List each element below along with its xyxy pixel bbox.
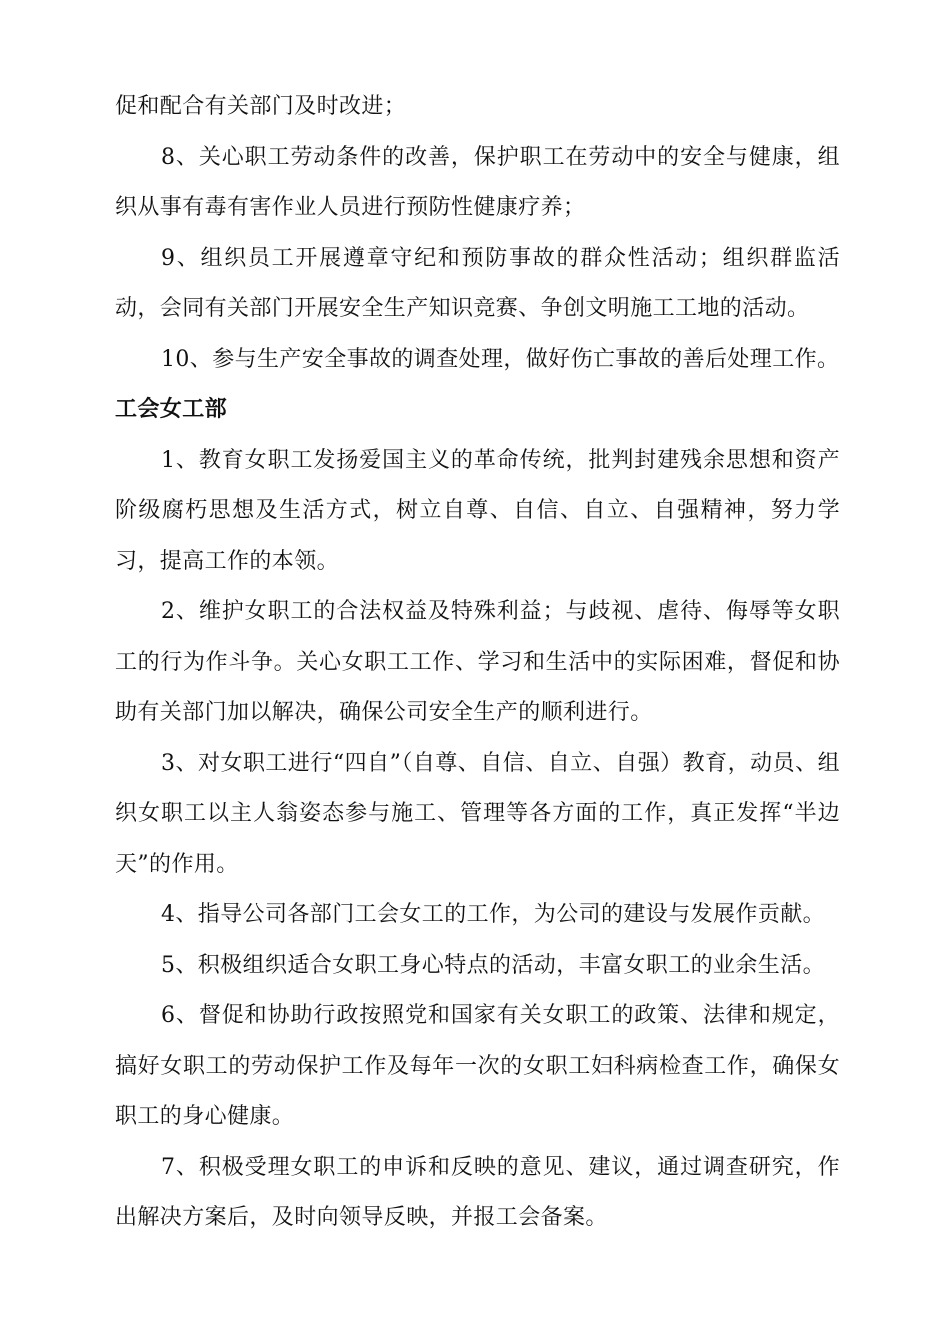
paragraph-continuation: 促和配合有关部门及时改进； (115, 94, 407, 119)
section-item-3: 3、对女职工进行“四自”（自尊、自信、自立、自强）教育，动员、组织女职工以主人翁姿态参与施工、管理等各方面的工作，真正发挥“半边天”的作用。 (115, 750, 840, 877)
section-item-5: 5、积极组织适合女职工身心特点的活动，丰富女职工的业余生活。 (161, 952, 825, 978)
section-item-1: 1、教育女职工发扬爱国主义的革命传统，批判封建残余思想和资产阶级腐朽思想及生活方式，树立自尊、自信、自立、自强精神，努力学习，提高工作的本领。 (115, 447, 840, 574)
document-body (115, 82, 840, 1244)
section-item-7: 7、积极受理女职工的申诉和反映的意见、建议，通过调查研究，作出解决方案后，及时向领导反映，并报工会备案。 (115, 1154, 840, 1230)
section-heading: 工会女工部 (115, 397, 228, 422)
paragraph-item-9: 9、组织员工开展遵章守纪和预防事故的群众性活动；组织群监活动，会同有关部门开展安全生产知识竞赛、争创文明施工工地的活动。 (115, 245, 840, 321)
paragraph-item-10: 10、参与生产安全事故的调查处理，做好伤亡事故的善后处理工作。 (161, 346, 840, 372)
paragraph-item-8: 8、关心职工劳动条件的改善，保护职工在劳动中的安全与健康，组织从事有毒有害作业人员进行预防性健康疗养； (115, 144, 840, 220)
section-item-6: 6、督促和协助行政按照党和国家有关女职工的政策、法律和规定，搞好女职工的劳动保护工作及每年一次的女职工妇科病检查工作，确保女职工的身心健康。 (115, 1003, 840, 1129)
section-item-4: 4、指导公司各部门工会女工的工作，为公司的建设与发展作贡献。 (161, 902, 825, 927)
section-item-2: 2、维护女职工的合法权益及特殊利益；与歧视、虐待、侮辱等女职工的行为作斗争。关心女职工工作、学习和生活中的实际困难，督促和协助有关部门加以解决，确保公司安全生产的顺利进行。 (115, 599, 840, 725)
